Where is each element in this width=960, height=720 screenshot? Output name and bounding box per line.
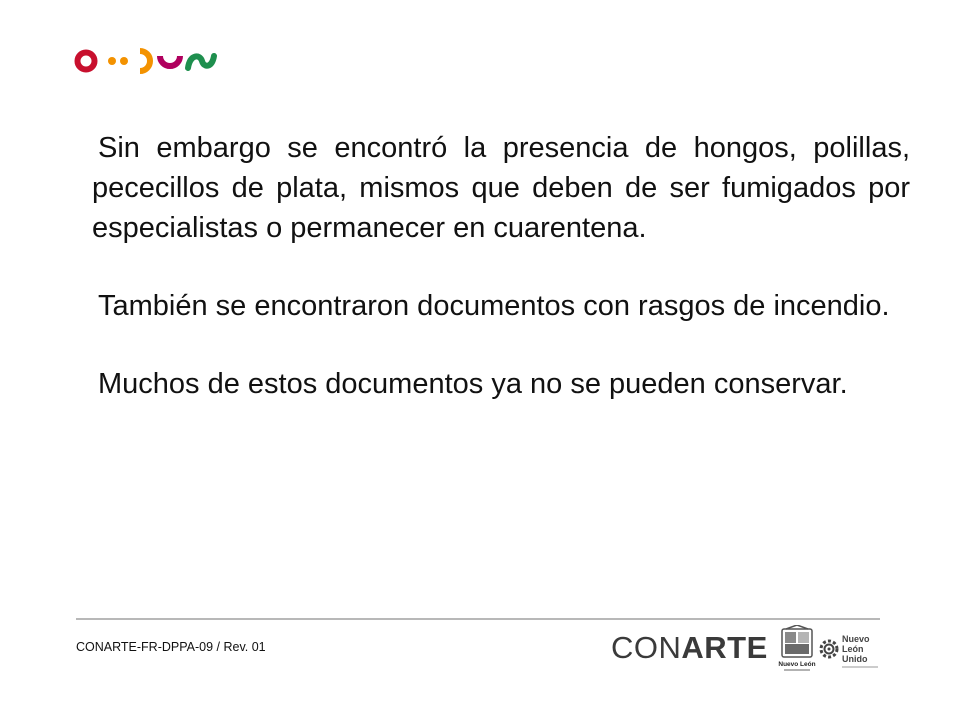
gear-icon — [821, 641, 837, 657]
orange-dot-shape — [108, 57, 116, 65]
paragraph-incendio: También se encontraron documentos con rasgos de incendio. — [98, 290, 890, 322]
nl-line-3: Unido — [842, 654, 868, 664]
nuevo-leon-shield-icon — [778, 625, 816, 673]
conarte-logo-mark — [72, 44, 222, 78]
wordmark-con: CON — [611, 630, 682, 665]
slide-body — [92, 128, 910, 442]
magenta-cup-shape — [160, 56, 180, 66]
footer-divider — [76, 618, 880, 620]
green-wave-shape — [188, 56, 214, 68]
nl-line-1: Nuevo — [842, 634, 870, 644]
shield-caption: Nuevo León — [778, 661, 816, 668]
paragraph-hongos: Sin embargo se encontró la presencia de hongos, polillas, pececillos de plata, mismos que deben de ser fumigados por especialistas o permanecer en cuarentena. — [92, 132, 910, 244]
orange-dot-shape — [120, 57, 128, 65]
conarte-wordmark — [611, 630, 768, 666]
paragraph-conservar: Muchos de estos documentos ya no se pueden conservar. — [98, 368, 848, 400]
red-ring-shape — [78, 53, 95, 70]
nuevo-leon-unido-logo — [818, 632, 884, 672]
nl-line-2: León — [842, 644, 864, 654]
document-code: CONARTE-FR-DPPA-09 / Rev. 01 — [76, 640, 266, 654]
wordmark-arte: ARTE — [681, 630, 768, 665]
orange-halfcircle-shape — [140, 51, 150, 71]
